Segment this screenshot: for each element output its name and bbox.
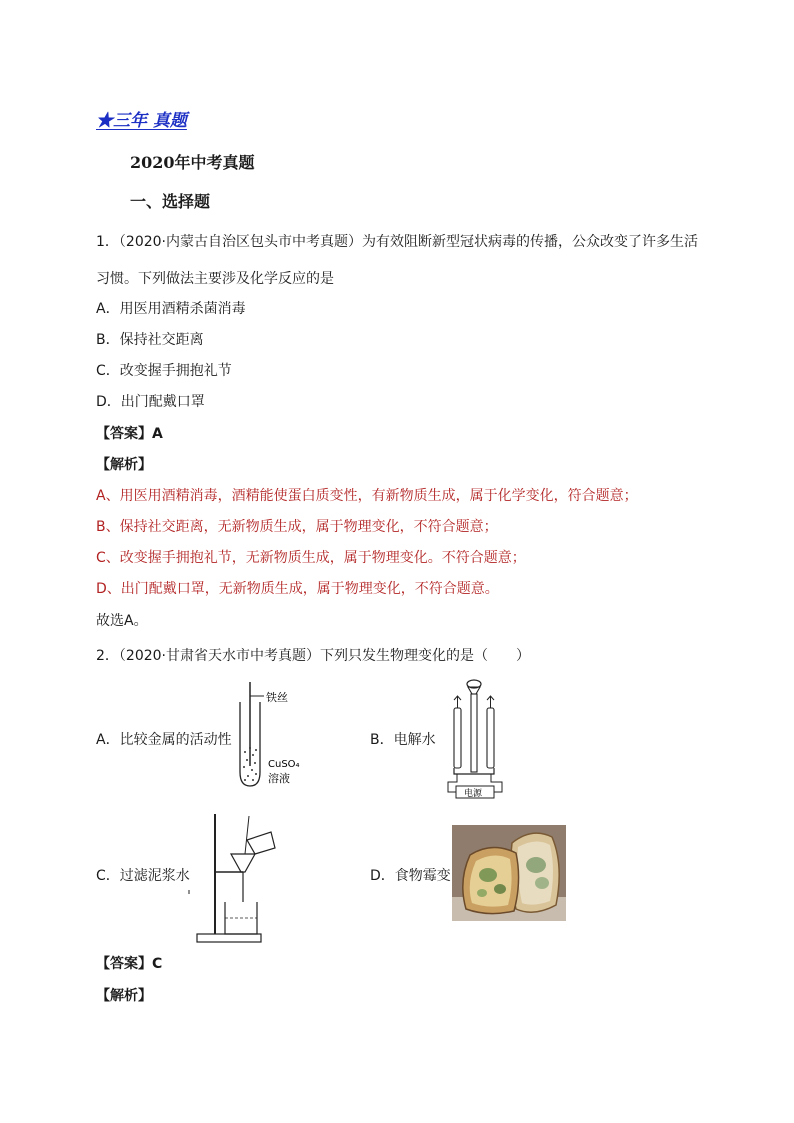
q1-stem-line1: 1．（2020·内蒙古自治区包头市中考真题）为有效阻断新型冠状病毒的传播，公众改变了许多生活 <box>96 234 698 250</box>
fig-b-power-label: 电源 <box>464 789 483 799</box>
fig-a-solution-label: 溶液 <box>268 772 290 785</box>
q1-answer: 【答案】A <box>96 426 163 442</box>
q2-option-c: C．过滤泥浆水 <box>96 868 190 884</box>
q2-answer: 【答案】C <box>96 956 163 972</box>
q1-option-c: C．改变握手拥抱礼节 <box>96 363 232 379</box>
year-heading: 2020年中考真题 <box>130 153 255 172</box>
fig-a-wire-label: 铁丝 <box>266 691 288 704</box>
figure-filtration <box>185 810 285 944</box>
figure-test-tube <box>228 682 318 794</box>
q1-analysis-b: B、保持社交距离，无新物质生成，属于物理变化，不符合题意； <box>96 519 498 535</box>
q2-stem: 2．（2020·甘肃省天水市中考真题）下列只发生物理变化的是（ ） <box>96 648 530 664</box>
q2-analysis-label: 【解析】 <box>96 988 152 1004</box>
q1-conclusion: 故选A。 <box>96 613 148 629</box>
q1-analysis-label: 【解析】 <box>96 457 152 473</box>
q2-option-b: B．电解水 <box>370 732 436 748</box>
q1-option-a: A．用医用酒精杀菌消毒 <box>96 301 246 317</box>
figure-electrolysis <box>444 678 520 800</box>
fig-a-formula-label: CuSO₄ <box>268 759 300 770</box>
part-heading: 一、选择题 <box>130 192 211 211</box>
q2-option-d: D．食物霉变 <box>370 868 451 884</box>
q1-analysis-d: D、出门配戴口罩，无新物质生成，属于物理变化，不符合题意。 <box>96 581 499 597</box>
figure-moldy-bread <box>452 825 566 921</box>
q1-analysis-a: A、用医用酒精消毒，酒精能使蛋白质变性，有新物质生成，属于化学变化，符合题意； <box>96 488 638 504</box>
q2-option-a: A．比较金属的活动性 <box>96 732 232 748</box>
q1-stem-line2: 习惯。下列做法主要涉及化学反应的是 <box>96 271 334 287</box>
q1-option-b: B．保持社交距离 <box>96 332 204 348</box>
q1-option-d: D．出门配戴口罩 <box>96 394 205 410</box>
section-title: ★三年 真题 <box>96 111 187 131</box>
q1-analysis-c: C、改变握手拥抱礼节，无新物质生成，属于物理变化。不符合题意； <box>96 550 526 566</box>
